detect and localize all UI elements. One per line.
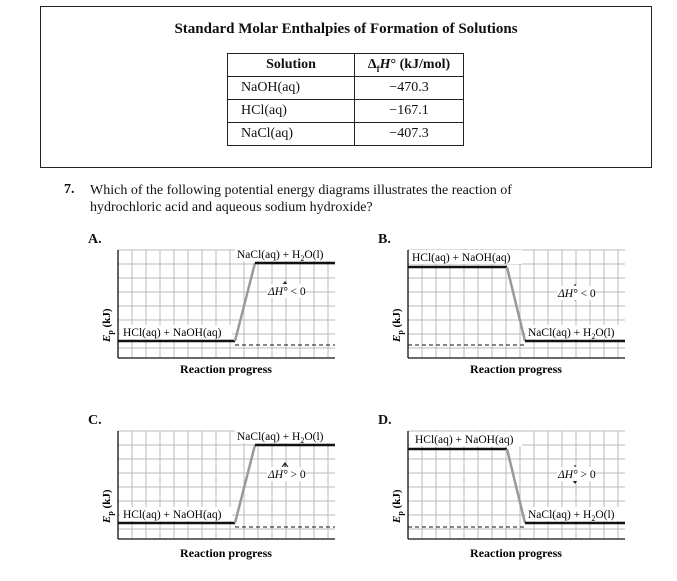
question-number: 7. — [64, 182, 75, 197]
option-a-label[interactable]: A. — [88, 232, 102, 247]
diagram-a[interactable] — [95, 242, 345, 384]
x-axis-label: Reaction progress — [180, 362, 272, 376]
header-delta: Δ — [367, 56, 377, 72]
product-label: NaCl(aq) + $H_2O(l)$ — [237, 249, 324, 263]
transition-line — [235, 445, 255, 523]
header-unit: ° (kJ/mol) — [390, 56, 451, 72]
question-line-2: hydrochloric acid and aqueous sodium hydroxide? — [90, 200, 373, 215]
option-c-label[interactable]: C. — [88, 413, 102, 428]
reactant-label: HCl(aq) + NaOH(aq) — [415, 434, 514, 446]
question-line-1: Which of the following potential energy diagrams illustrates the reaction of — [90, 183, 512, 198]
row-value: −407.3 — [355, 123, 464, 146]
row-value: −470.3 — [355, 77, 464, 100]
y-axis-label: $E_p$ (kJ) — [391, 308, 405, 342]
row-value: −167.1 — [355, 100, 464, 123]
transition-line — [507, 449, 525, 523]
question-text — [90, 182, 610, 216]
y-axis-label: $E_p$ (kJ) — [101, 308, 115, 342]
x-axis-label: Reaction progress — [470, 362, 562, 376]
table-header-row — [228, 54, 464, 77]
product-label: NaCl(aq) + $H_2O(l)$ — [528, 509, 615, 523]
x-axis-label: Reaction progress — [470, 546, 562, 560]
row-solution: NaCl(aq) — [228, 123, 355, 146]
dh-label: ΔH° > 0 — [558, 469, 596, 481]
reactant-label: HCl(aq) + NaOH(aq) — [123, 509, 222, 521]
diagram-c[interactable] — [95, 423, 345, 565]
dh-label: ΔH° > 0 — [268, 469, 306, 481]
reactant-label: HCl(aq) + NaOH(aq) — [123, 327, 222, 339]
reactant-label: HCl(aq) + NaOH(aq) — [412, 252, 511, 264]
diagram-b[interactable] — [385, 242, 635, 384]
dh-label: ΔH° < 0 — [268, 286, 306, 298]
header-H: H — [379, 56, 391, 72]
y-axis-label: $E_p$ (kJ) — [391, 489, 405, 523]
row-solution: NaOH(aq) — [228, 77, 355, 100]
option-d-label[interactable]: D. — [378, 413, 392, 428]
enthalpy-table — [227, 53, 464, 146]
table-title: Standard Molar Enthalpies of Formation of Solutions — [174, 21, 518, 37]
table-row — [228, 123, 464, 146]
header-solution: Solution — [228, 54, 355, 77]
header-sub-f: f — [376, 63, 380, 74]
data-table-box — [40, 6, 652, 168]
option-b-label[interactable]: B. — [378, 232, 391, 247]
header-enthalpy — [355, 54, 464, 77]
x-axis-label: Reaction progress — [180, 546, 272, 560]
dh-label: ΔH° < 0 — [558, 288, 596, 300]
transition-line — [235, 263, 255, 341]
table-row — [228, 100, 464, 123]
table-row — [228, 77, 464, 100]
product-label: NaCl(aq) + $H_2O(l)$ — [237, 431, 324, 445]
product-label: NaCl(aq) + $H_2O(l)$ — [528, 327, 615, 341]
diagram-d[interactable] — [385, 423, 635, 565]
row-solution: HCl(aq) — [228, 100, 355, 123]
y-axis-label: $E_p$ (kJ) — [101, 489, 115, 523]
